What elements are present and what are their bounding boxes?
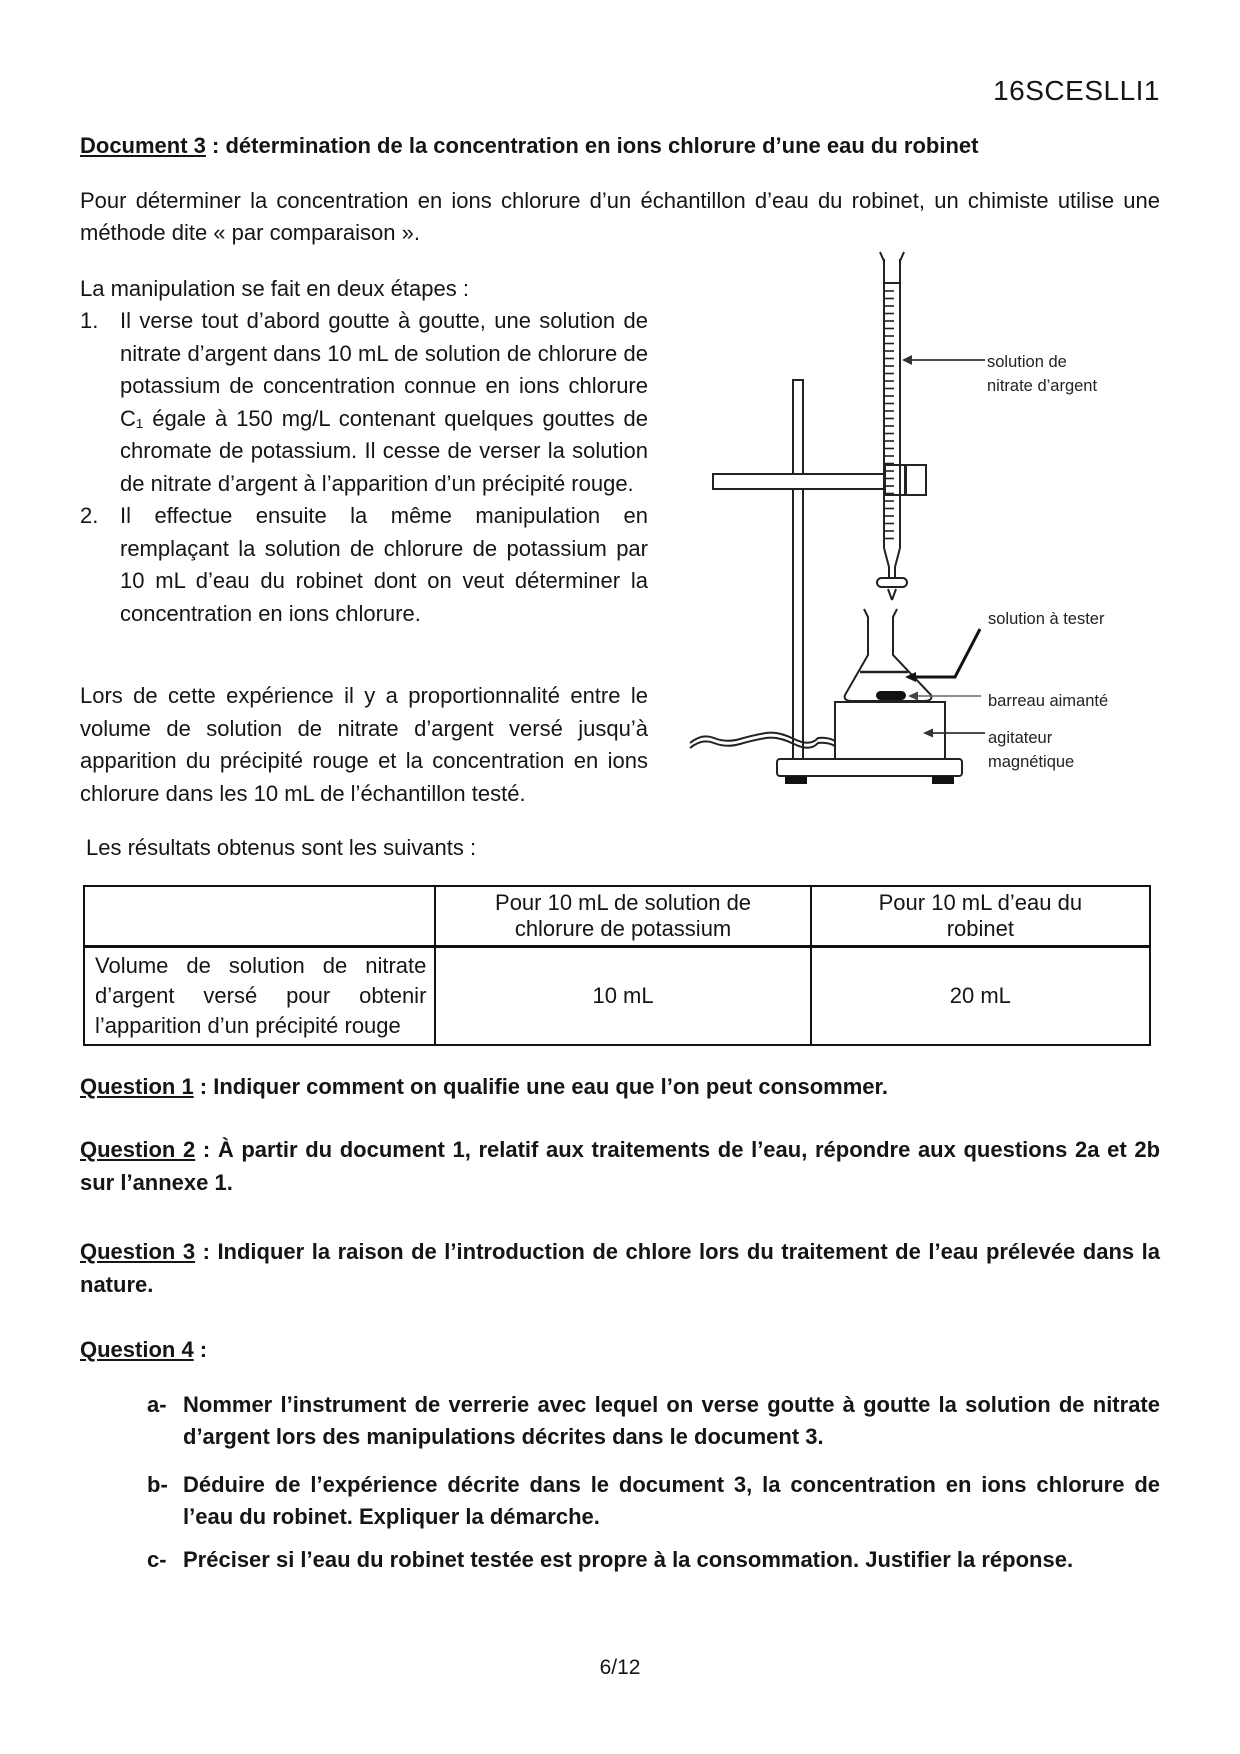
header-empty-cell bbox=[84, 886, 435, 947]
question-4c bbox=[147, 1544, 1160, 1577]
power-cable bbox=[690, 733, 835, 748]
results-table bbox=[83, 885, 1151, 1046]
question-4a bbox=[147, 1389, 1160, 1454]
steps-intro: La manipulation se fait en deux étapes : bbox=[80, 275, 469, 301]
question-4 bbox=[80, 1334, 1160, 1367]
question-1 bbox=[80, 1071, 1160, 1104]
document3-title-label: Document 3 bbox=[80, 133, 206, 158]
stand-rod bbox=[793, 380, 803, 770]
results-table-header-row bbox=[84, 886, 1150, 947]
step-2 bbox=[80, 500, 648, 630]
value-kcl-cell: 10 mL bbox=[435, 946, 810, 1045]
step-1-number: 1. bbox=[80, 308, 99, 333]
left-column bbox=[80, 273, 648, 811]
stirrer-foot-left bbox=[785, 776, 807, 784]
header-tapwater-cell bbox=[811, 886, 1150, 947]
step-1 bbox=[80, 305, 648, 500]
header-kcl-line2: chlorure de potassium bbox=[514, 915, 732, 941]
label-silver-nitrate-line2: nitrate d’argent bbox=[987, 377, 1098, 395]
question-4a-marker: a- bbox=[147, 1391, 167, 1417]
question-4b-text: Déduire de l’expérience décrite dans le document 3, la concentration en ions chlorure de l’eau du robinet. Expliquer la démarche. bbox=[183, 1471, 1160, 1529]
question-4c-marker: c- bbox=[147, 1546, 167, 1572]
header-kcl-cell bbox=[435, 886, 810, 947]
intro-paragraph: Pour déterminer la concentration en ions chlorure d’un échantillon d’eau du robinet, un chimiste utilise une méthode dite « par comparaison ». bbox=[80, 187, 1160, 245]
row-label-cell: Volume de solution de nitrate d’argent versé pour obtenir l’apparition d’un précipité rouge bbox=[84, 946, 435, 1045]
question-2-text: : À partir du document 1, relatif aux traitements de l’eau, répondre aux questions 2a et 2b sur l’annexe 1. bbox=[80, 1137, 1161, 1195]
question-4-text: : bbox=[193, 1337, 208, 1362]
document3-title-text: : détermination de la concentration en ions chlorure d’une eau du robinet bbox=[205, 133, 979, 158]
question-4c-text: Préciser si l’eau du robinet testée est propre à la consommation. Justifier la réponse. bbox=[183, 1546, 1074, 1572]
label-stir-bar: barreau aimanté bbox=[988, 692, 1109, 710]
stirrer-foot-right bbox=[932, 776, 954, 784]
arrow-to-burette bbox=[902, 355, 912, 365]
question-4a-text: Nommer l’instrument de verrerie avec lequel on verse goutte à goutte la solution de nitrate d’argent lors des manipulations décrites dans le document 3. bbox=[183, 1391, 1160, 1449]
label-test-solution: solution à tester bbox=[988, 610, 1105, 628]
question-4b-marker: b- bbox=[147, 1471, 168, 1497]
label-silver-nitrate-line1: solution de bbox=[987, 353, 1067, 371]
question-3-text: : Indiquer la raison de l’introduction de chlore lors du traitement de l’eau prélevée dans la nature. bbox=[80, 1239, 1161, 1297]
stir-bar bbox=[876, 691, 906, 700]
step-2-text: Il effectue ensuite la même manipulation en remplaçant la solution de chlorure de potassium par 10 mL d’eau du robinet dont on veut déterminer la concentration en ions chlorure. bbox=[120, 503, 648, 626]
header-tapwater-line1: Pour 10 mL d’eau du bbox=[878, 889, 1083, 915]
erlenmeyer-flask bbox=[845, 609, 932, 701]
header-tapwater-line2: robinet bbox=[946, 915, 1014, 941]
stopcock bbox=[877, 578, 907, 587]
page-number: 6/12 bbox=[599, 1656, 641, 1679]
results-intro: Les résultats obtenus sont les suivants : bbox=[86, 835, 477, 860]
step-1-text: Il verse tout d’abord goutte à goutte, une solution de nitrate d’argent dans 10 mL de solution de chlorure de potassium de concentration connue en ions chlorure C₁ égale à 150 mg/L contenant quelques gouttes de chromate de potassium. Il cesse de verser la solution de nitrate d’argent à l’apparition d’un précipité rouge. bbox=[120, 308, 648, 496]
burette-graduations bbox=[885, 291, 894, 539]
question-4b bbox=[147, 1469, 1160, 1534]
document3-title bbox=[80, 130, 1160, 163]
step-2-number: 2. bbox=[80, 503, 99, 528]
exam-code: 16SCESLLI1 bbox=[993, 75, 1160, 106]
magnetic-stirrer-box bbox=[835, 702, 945, 759]
stand-base-plate bbox=[777, 759, 962, 776]
question-4-label: Question 4 bbox=[80, 1337, 194, 1362]
question-2-label: Question 2 bbox=[80, 1137, 196, 1162]
question-3-label: Question 3 bbox=[80, 1239, 196, 1264]
value-tapwater-cell: 20 mL bbox=[811, 946, 1150, 1045]
header-kcl-line1: Pour 10 mL de solution de bbox=[495, 889, 752, 915]
question-1-text: : Indiquer comment on qualifie une eau que l’on peut consommer. bbox=[193, 1073, 888, 1099]
question-1-label: Question 1 bbox=[80, 1073, 194, 1099]
titration-diagram bbox=[640, 225, 1160, 800]
results-table-data-row bbox=[84, 946, 1150, 1045]
label-stirrer-line2: magnétique bbox=[988, 753, 1075, 771]
clamp bbox=[713, 465, 926, 495]
proportionality-paragraph: Lors de cette expérience il y a proportionnalité entre le volume de solution de nitrate d’argent versé jusqu’à apparition du précipité rouge et la concentration en ions chlorure dans les 10 mL de l’échantillon testé. bbox=[80, 683, 648, 806]
burette bbox=[877, 252, 907, 600]
question-3 bbox=[80, 1236, 1160, 1301]
label-stirrer-line1: agitateur bbox=[988, 729, 1053, 747]
question-2 bbox=[80, 1134, 1160, 1199]
